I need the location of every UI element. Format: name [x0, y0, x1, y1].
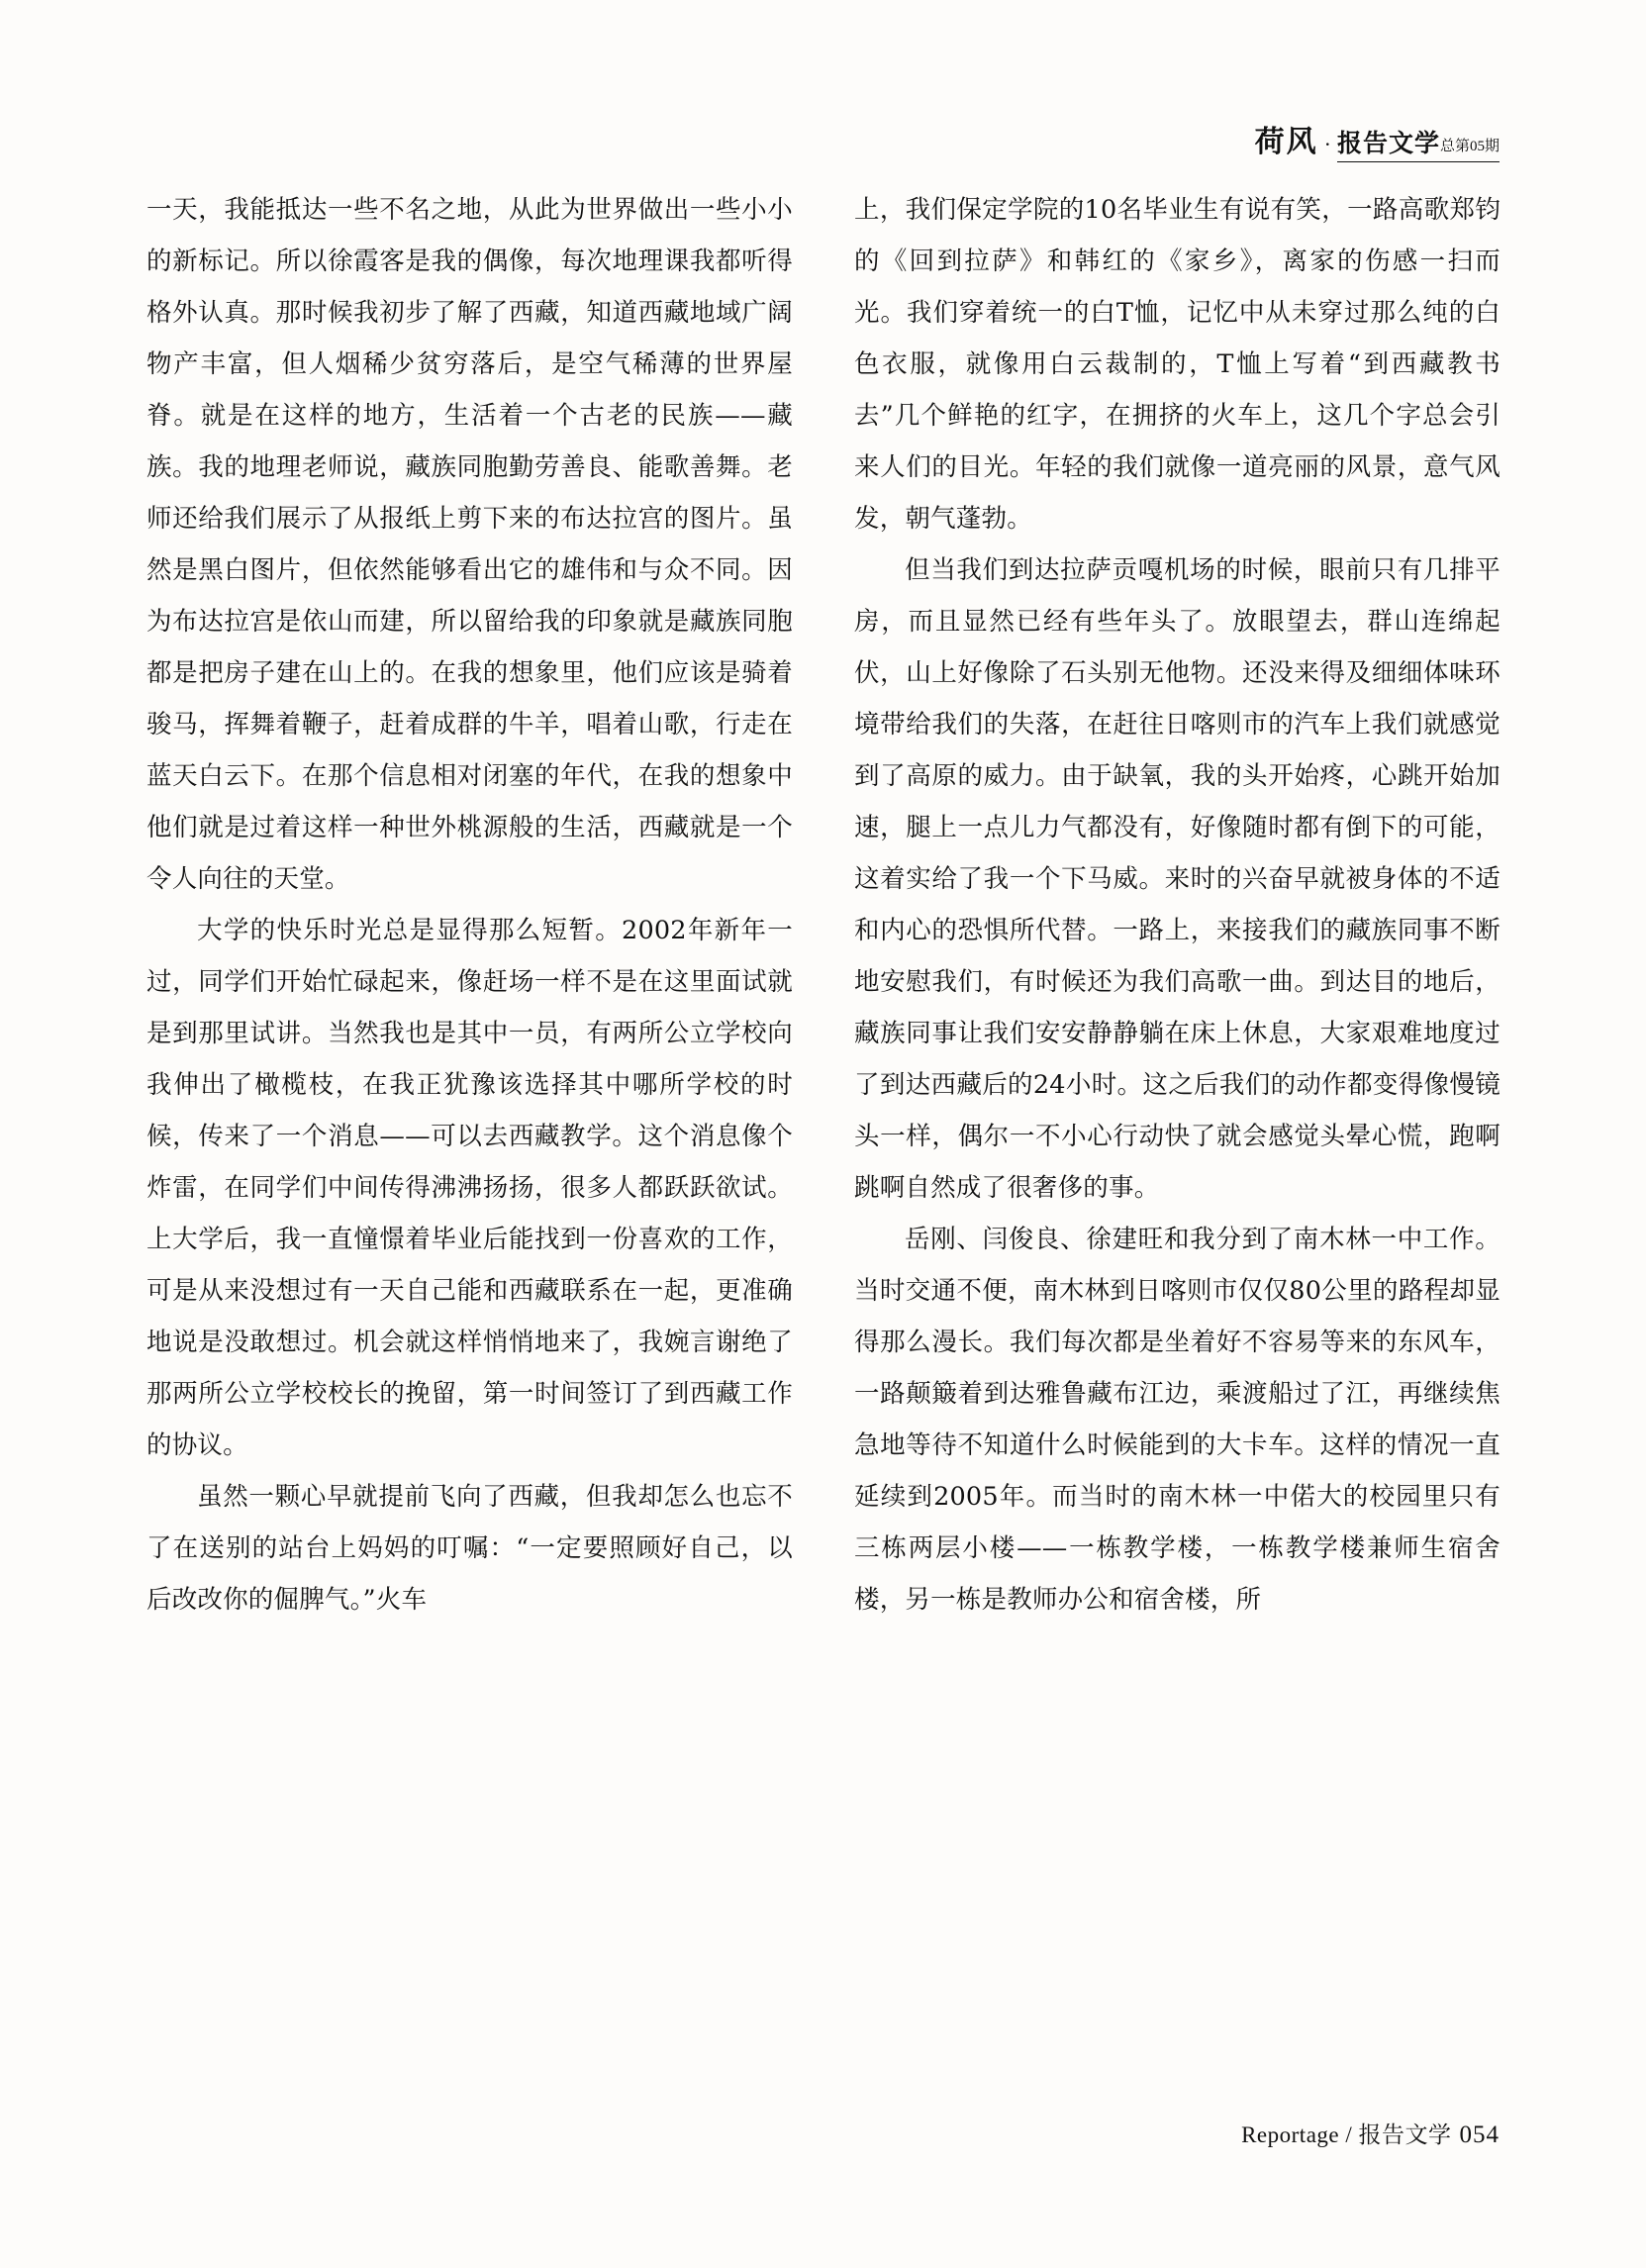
column-right [854, 184, 1501, 1626]
paragraph: 大学的快乐时光总是显得那么短暂。2002年新年一过，同学们开始忙碌起来，像赶场一样不是在这里面试就是到那里试讲。当然我也是其中一员，有两所公立学校向我伸出了橄榄枝，在我正犹豫该选择其中哪所学校的时候，传来了一个消息——可以去西藏教学。这个消息像个炸雷，在同学们中间传得沸沸扬扬，很多人都跃跃欲试。上大学后，我一直憧憬着毕业后能找到一份喜欢的工作，可是从来没想过有一天自己能和西藏联系在一起，更准确地说是没敢想过。机会就这样悄悄地来了，我婉言谢绝了那两所公立学校校长的挽留，第一时间签订了到西藏工作的协议。 [146, 916, 793, 1460]
page-masthead [1255, 117, 1500, 162]
paragraph: 上，我们保定学院的10名毕业生有说有笑，一路高歌郑钧的《回到拉萨》和韩红的《家乡》，离家的伤感一扫而光。我们穿着统一的白T恤，记忆中从未穿过那么纯的白色衣服，就像用白云裁制的，T恤上写着“到西藏教书去”几个鲜艳的红字，在拥挤的火车上，这几个字总会引来人们的目光。年轻的我们就像一道亮丽的风景，意气风发，朝气蓬勃。 [854, 195, 1501, 534]
article-body [146, 184, 1501, 1626]
column-left [146, 184, 793, 1626]
masthead-section: 报告文学 [1336, 131, 1440, 157]
magazine-brand: 荷风 [1254, 125, 1318, 159]
paragraph: 虽然一颗心早就提前飞向了西藏，但我却怎么也忘不了在送别的站台上妈妈的叮嘱：“一定要照顾好自己，以后改改你的倔脾气。”火车 [146, 1482, 793, 1615]
masthead-separator: · [1323, 132, 1331, 156]
paragraph: 一天，我能抵达一些不名之地，从此为世界做出一些小小的新标记。所以徐霞客是我的偶像，每次地理课我都听得格外认真。那时候我初步了解了西藏，知道西藏地域广阔物产丰富，但人烟稀少贫穷落后，是空气稀薄的世界屋脊。就是在这样的地方，生活着一个古老的民族——藏族。我的地理老师说，藏族同胞勤劳善良、能歌善舞。老师还给我们展示了从报纸上剪下来的布达拉宫的图片。虽然是黑白图片，但依然能够看出它的雄伟和与众不同。因为布达拉宫是依山而建，所以留给我的印象就是藏族同胞都是把房子建在山上的。在我的想象里，他们应该是骑着骏马，挥舞着鞭子，赶着成群的牛羊，唱着山歌，行走在蓝天白云下。在那个信息相对闭塞的年代，在我的想象中他们就是过着这样一种世外桃源般的生活，西藏就是一个令人向往的天堂。 [146, 195, 793, 894]
paragraph: 但当我们到达拉萨贡嘎机场的时候，眼前只有几排平房，而且显然已经有些年头了。放眼望去，群山连绵起伏，山上好像除了石头别无他物。还没来得及细细体味环境带给我们的失落，在赶往日喀则市的汽车上我们就感觉到了高原的威力。由于缺氧，我的头开始疼，心跳开始加速，腿上一点儿力气都没有，好像随时都有倒下的可能，这着实给了我一个下马威。来时的兴奋早就被身体的不适和内心的恐惧所代替。一路上，来接我们的藏族同事不断地安慰我们，有时候还为我们高歌一曲。到达目的地后，藏族同事让我们安安静静躺在床上休息，大家艰难地度过了到达西藏后的24小时。这之后我们的动作都变得像慢镜头一样，偶尔一不小心行动快了就会感觉头晕心慌，跑啊跳啊自然成了很奢侈的事。 [854, 555, 1501, 1203]
paragraph: 岳刚、闫俊良、徐建旺和我分到了南木林一中工作。当时交通不便，南木林到日喀则市仅仅80公里的路程却显得那么漫长。我们每次都是坐着好不容易等来的东风车，一路颠簸着到达雅鲁藏布江边，乘渡船过了江，再继续焦急地等待不知道什么时候能到的大卡车。这样的情况一直延续到2005年。而当时的南木林一中偌大的校园里只有三栋两层小楼——一栋教学楼，一栋教学楼兼师生宿舍楼，另一栋是教师办公和宿舍楼，所 [854, 1225, 1501, 1615]
masthead-section-group [1337, 124, 1500, 162]
page-footer [1241, 2117, 1500, 2149]
footer-label: Reportage / 报告文学 [1241, 2122, 1452, 2147]
page-number: 054 [1459, 2121, 1500, 2148]
masthead-issue: 总第05期 [1439, 139, 1500, 154]
